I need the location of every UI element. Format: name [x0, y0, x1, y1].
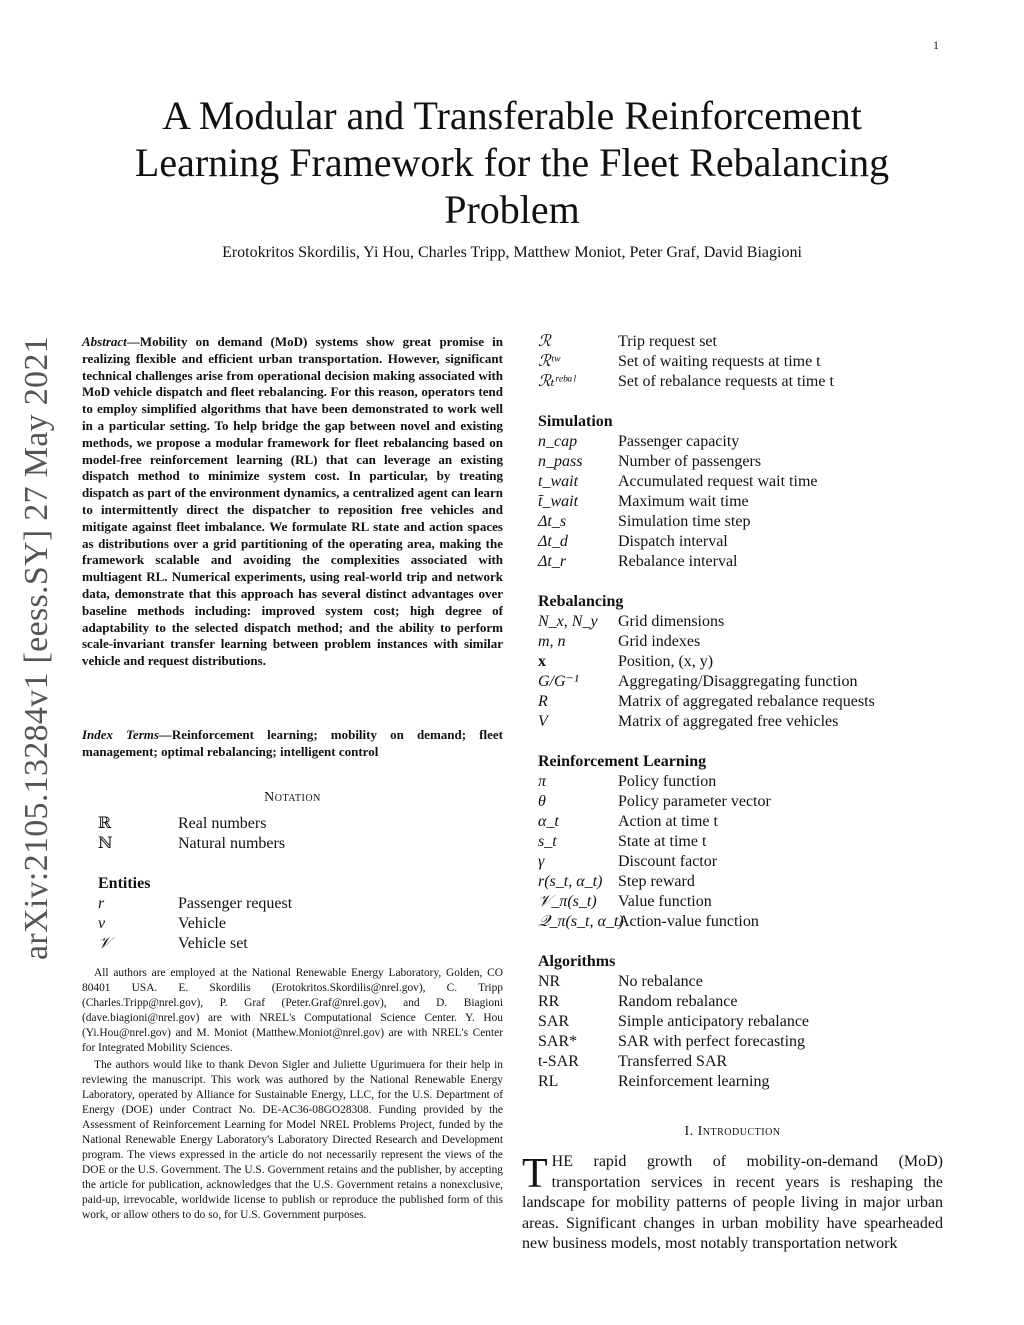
notation-definition: Number of passengers	[618, 453, 762, 470]
notation-symbol: θ	[538, 793, 546, 810]
notation-symbol: γ	[538, 853, 545, 870]
notation-definition: Value function	[618, 893, 712, 910]
notation-symbol: NR	[538, 973, 561, 990]
notation-definition: Position, (x, y)	[618, 653, 714, 670]
index-terms-label: Index Terms	[82, 727, 159, 742]
notation-row	[538, 852, 948, 872]
notation-symbol: t-SAR	[538, 1053, 579, 1070]
notation-definition: Maximum wait time	[618, 493, 749, 510]
notation-row	[98, 894, 498, 914]
notation-symbol: 𝒱	[98, 935, 112, 952]
notation-symbol: v	[98, 915, 106, 932]
notation-symbol: RR	[538, 993, 560, 1010]
notation-row	[538, 472, 948, 492]
arxiv-identifier: arXiv:2105.13284v1 [eess.SY] 27 May 2021	[18, 336, 55, 960]
notation-row	[98, 914, 498, 934]
notation-symbol: x	[538, 653, 546, 670]
notation-heading: Notation	[264, 790, 321, 805]
notation-row	[538, 832, 948, 852]
title-line: Learning Framework for the Fleet Rebalancing	[134, 140, 890, 185]
notation-row	[538, 512, 948, 532]
notation-definition: Passenger request	[178, 895, 293, 912]
notation-definition: Transferred SAR	[618, 1053, 728, 1070]
notation-row	[538, 772, 948, 792]
notation-symbol: 𝒱_π(s_t)	[538, 893, 597, 910]
footnote-affiliation: All authors are employed at the National Renewable Energy Laboratory, Golden, CO 80401 USA. E. Skordilis (Erotokritos.Skordilis@nrel.gov), C. Tripp (Charles.Tripp@nrel.gov), P. Graf (Peter.Graf@nrel.gov), and D. Biagioni (dave.biagioni@nrel.gov) are with NREL's Computational Science Center. Y. Hou (Yi.Hou@nrel.gov) and M. Moniot (Matthew.Moniot@nrel.gov) are with NREL's Center for Integrated Mobility Sciences.	[82, 967, 503, 1054]
notation-definition: Step reward	[618, 873, 695, 890]
notation-definition: Simple anticipatory rebalance	[618, 1013, 810, 1030]
notation-definition: Real numbers	[178, 815, 267, 832]
notation-row	[538, 672, 948, 692]
notation-row	[98, 814, 498, 834]
notation-symbol: m, n	[538, 633, 566, 650]
abstract-label: Abstract	[82, 334, 127, 349]
notation-row	[538, 652, 948, 672]
notation-row	[538, 352, 948, 372]
notation-definition: Reinforcement learning	[618, 1073, 770, 1090]
notation-symbol: r	[98, 895, 105, 912]
notation-row	[538, 912, 948, 932]
notation-row	[538, 872, 948, 892]
notation-definition: Accumulated request wait time	[618, 473, 818, 490]
notation-symbol: n_pass	[538, 453, 583, 470]
notation-symbol: 𝒬_π(s_t, α_t)	[538, 913, 624, 930]
notation-row	[538, 432, 948, 452]
notation-definition: Dispatch interval	[618, 533, 728, 550]
notation-row	[538, 692, 948, 712]
notation-row	[538, 612, 948, 632]
notation-symbol: SAR*	[538, 1033, 578, 1050]
title-line: A Modular and Transferable Reinforcement	[162, 93, 862, 138]
notation-symbol: t̄_wait	[538, 493, 579, 510]
notation-definition: Passenger capacity	[618, 433, 740, 450]
introduction-text: HE rapid growth of mobility-on-demand (MoD) transportation services in recent years is reshaping the landscape for mobility patterns of people living in major urban areas. Significant changes in urban mobility have spearheaded new business models, most notably transportation network	[522, 1153, 943, 1252]
notation-table-left	[98, 814, 498, 954]
notation-symbol: RL	[538, 1073, 559, 1090]
notation-group-title: Reinforcement Learning	[538, 753, 707, 770]
notation-symbol: V	[538, 713, 548, 730]
paper-title	[80, 92, 944, 233]
notation-row	[538, 372, 948, 392]
title-line: Problem	[444, 187, 580, 232]
notation-symbol: Δt_r	[538, 553, 567, 570]
notation-symbol: ℕ	[98, 835, 113, 852]
notation-symbol: ℝ	[98, 815, 112, 832]
index-terms-text: —Reinforcement learning; mobility on demand; fleet management; optimal rebalancing; intelligent control	[82, 727, 503, 759]
notation-row	[538, 972, 948, 992]
notation-definition: Simulation time step	[618, 513, 751, 530]
notation-symbol: π	[538, 773, 547, 790]
notation-symbol: ℛ	[538, 333, 551, 350]
notation-definition: Matrix of aggregated rebalance requests	[618, 693, 875, 710]
notation-symbol: t_wait	[538, 473, 579, 490]
notation-definition: Aggregating/Disaggregating function	[618, 673, 858, 690]
introduction-heading: I. Introduction	[684, 1124, 781, 1139]
notation-definition: Set of waiting requests at time t	[618, 353, 821, 370]
notation-row	[538, 532, 948, 552]
notation-row	[538, 712, 948, 732]
notation-symbol: N_x, N_y	[538, 613, 598, 630]
notation-definition: Grid indexes	[618, 633, 701, 650]
notation-definition: Matrix of aggregated free vehicles	[618, 713, 839, 730]
notation-symbol: ℛₜʳᵉᵇᵃˡ	[538, 373, 576, 390]
notation-definition: Action-value function	[618, 913, 759, 930]
notation-definition: State at time t	[618, 833, 707, 850]
notation-row	[538, 1052, 948, 1072]
notation-symbol: G/G⁻¹	[538, 673, 579, 690]
page-number: 1	[933, 38, 939, 52]
notation-row	[98, 834, 498, 854]
notation-row	[538, 552, 948, 572]
notation-definition: Policy parameter vector	[618, 793, 771, 810]
introduction-paragraph	[522, 1152, 943, 1255]
notation-symbol: Δt_d	[538, 533, 568, 550]
notation-definition: Vehicle	[178, 915, 226, 932]
notation-symbol: α_t	[538, 813, 559, 830]
notation-row	[538, 332, 948, 352]
notation-symbol: SAR	[538, 1013, 570, 1030]
notation-row	[538, 492, 948, 512]
notation-group-title: Simulation	[538, 413, 613, 430]
notation-group-title: Rebalancing	[538, 593, 624, 610]
abstract-text: —Mobility on demand (MoD) systems show great promise in realizing flexible and efficient urban transportation. However, significant technical challenges arise from operational decision making associated with MoD vehicle dispatch and fleet rebalancing. For this reason, operators tend to employ simplified algorithms that have been demonstrated to work well in a particular setting. To help bridge the gap between novel and existing methods, we propose a modular framework for fleet rebalancing based on model-free reinforcement learning (RL) that can leverage an existing dispatch method to minimize system cost. In particular, by treating dispatch as part of the environment dynamics, a centralized agent can learn to intermittently direct the dispatcher to reposition free vehicles and mitigate against fleet imbalance. We formulate RL state and action spaces as distributions over a grid partitioning of the operating area, making the framework scalable and avoiding the complexities associated with multiagent RL. Numerical experiments, using real-world trip and network data, demonstrate that this approach has several distinct advantages over baseline methods including: improved system cost; high degree of adaptability to the selected dispatch method; and the ability to perform scale-invariant transfer learning between problem instances with similar vehicle and request distributions.	[82, 334, 503, 669]
notation-definition: Trip request set	[618, 333, 717, 350]
notation-definition: Natural numbers	[178, 835, 286, 852]
notation-definition: Discount factor	[618, 853, 718, 870]
notation-row	[538, 792, 948, 812]
notation-definition: No rebalance	[618, 973, 703, 990]
notation-row	[538, 632, 948, 652]
index-terms	[82, 727, 503, 761]
notation-definition: Policy function	[618, 773, 717, 790]
notation-symbol: n_cap	[538, 433, 578, 450]
abstract	[82, 334, 503, 670]
notation-row	[538, 992, 948, 1012]
notation-symbol: r(s_t, α_t)	[538, 873, 603, 890]
notation-definition: Action at time t	[618, 813, 718, 830]
notation-row	[538, 1012, 948, 1032]
notation-definition: SAR with perfect forecasting	[618, 1033, 806, 1050]
notation-symbol: Δt_s	[538, 513, 567, 530]
notation-group-title: Algorithms	[538, 953, 616, 970]
notation-symbol: ℛᵗʷ	[538, 353, 560, 370]
notation-symbol: s_t	[538, 833, 557, 850]
notation-symbol: R	[538, 693, 548, 710]
notation-definition: Vehicle set	[178, 935, 248, 952]
notation-definition: Random rebalance	[618, 993, 738, 1010]
notation-definition: Rebalance interval	[618, 553, 738, 570]
notation-row	[98, 934, 498, 954]
drop-cap: T	[522, 1151, 548, 1197]
notation-definition: Grid dimensions	[618, 613, 725, 630]
notation-table-right	[538, 332, 948, 1092]
notation-definition: Set of rebalance requests at time t	[618, 373, 834, 390]
author-list: Erotokritos Skordilis, Yi Hou, Charles Tripp, Matthew Moniot, Peter Graf, David Biagioni	[222, 244, 802, 261]
notation-group-title: Entities	[98, 875, 151, 892]
footnote-acknowledgement: The authors would like to thank Devon Sigler and Juliette Ugurimuera for their help in reviewing the manuscript. This work was authored by the National Renewable Energy Laboratory, operated by Alliance for Sustainable Energy, LLC, for the U.S. Department of Energy (DOE) under Contract No. DE-AC36-08GO28308. Funding provided by the Assessment of Reinforcement Learning for Model NREL Problems Project, funded by the National Renewable Energy Laboratory's Laboratory Directed Research and Development program. The views expressed in the article do not necessarily represent the views of the DOE or the U.S. Government. The U.S. Government retains and the publisher, by accepting the article for publication, acknowledges that the U.S. Government retains a nonexclusive, paid-up, irrevocable, worldwide license to publish or reproduce the published form of this work, or allow others to do so, for U.S. Government purposes.	[82, 1059, 503, 1221]
notation-row	[538, 1072, 948, 1092]
notation-row	[538, 812, 948, 832]
notation-row	[538, 1032, 948, 1052]
notation-row	[538, 452, 948, 472]
notation-row	[538, 892, 948, 912]
